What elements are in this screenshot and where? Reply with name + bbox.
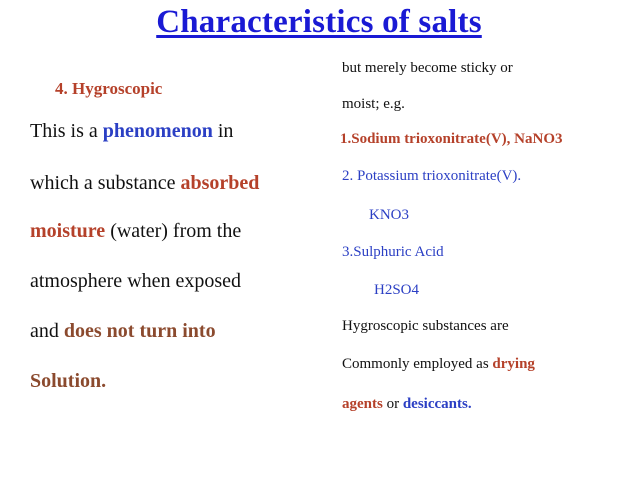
left-text-line-5	[30, 320, 216, 343]
emphasis-desiccants: desiccants.	[402, 396, 472, 412]
right-text-line-8: Hygroscopic substances are	[342, 318, 509, 334]
left-text-line-1	[30, 120, 233, 143]
text-span: Commonly employed as	[342, 356, 493, 372]
text-span: (water) from the	[105, 220, 242, 242]
text-span: and	[30, 320, 64, 342]
example-sulphuric-acid: 3.Sulphuric Acid	[342, 244, 444, 260]
formula-kno3: KNO3	[369, 207, 409, 223]
emphasis-absorbed: absorbed	[180, 172, 260, 194]
left-text-line-2	[30, 172, 259, 195]
text-span: in	[212, 120, 234, 142]
text-span: This is a	[30, 120, 103, 142]
slide-title: Characteristics of salts	[156, 4, 482, 40]
emphasis-moisture: moisture	[30, 220, 106, 242]
left-text-line-6: Solution.	[30, 370, 107, 392]
emphasis-agents: agents	[342, 396, 383, 412]
left-text-line-3	[30, 220, 241, 243]
right-text-line-10	[342, 396, 472, 413]
right-text-line-9	[342, 356, 535, 373]
subheading: 4. Hygroscopic	[55, 79, 163, 98]
right-text-line-1: but merely become sticky or	[342, 60, 513, 76]
example-sodium-nitrate: 1.Sodium trioxonitrate(V), NaNO3	[340, 131, 563, 147]
example-potassium-nitrate: 2. Potassium trioxonitrate(V).	[342, 168, 522, 184]
right-text-line-2: moist; e.g.	[342, 96, 405, 112]
emphasis-does-not-turn: does not turn into	[63, 320, 216, 342]
left-text-line-4: atmosphere when exposed	[30, 270, 242, 292]
formula-h2so4: H2SO4	[374, 282, 420, 298]
text-span: which a substance	[30, 172, 181, 194]
text-span: or	[382, 396, 403, 412]
emphasis-drying: drying	[492, 356, 535, 372]
emphasis-phenomenon: phenomenon	[102, 120, 213, 142]
